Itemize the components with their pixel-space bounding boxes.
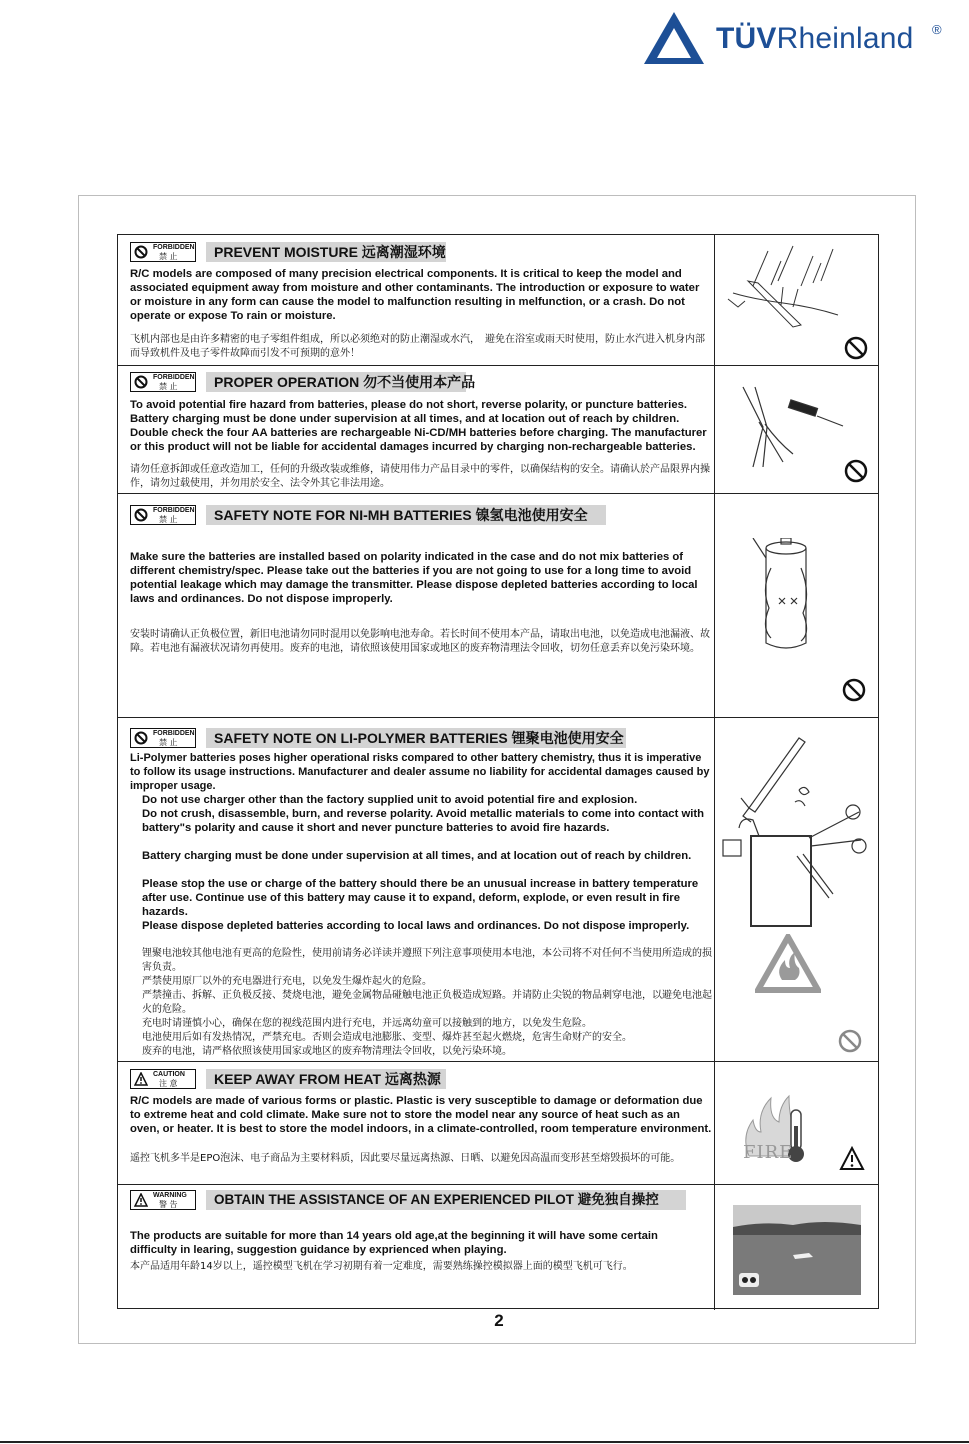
section-header [130, 371, 476, 393]
section-body-zh: 遥控飞机多半是EPO泡沫、电子商品为主要材料质，因此要尽量远离热源、日晒、以避免因高温而变形甚至熔毁损坏的可能。 [130, 1153, 681, 1164]
forbidden-badge: FORBIDDEN 禁 止 [130, 505, 196, 525]
section-text [118, 1062, 715, 1184]
list-item: Please dispose depleted batteries according to local laws and ordinances. Do not dispose improperly. [142, 920, 690, 932]
tuv-logo [640, 8, 950, 68]
list-item: Do not use charger other than the factory supplied unit to avoid potential fire and explosion. [142, 794, 638, 806]
section-text [118, 718, 715, 1061]
section-body-en: The products are suitable for more than 14 years old age,at the beginning it will have some certain difficulty in learing, suggestion guidance by exprienced when playing. [130, 1230, 658, 1256]
warning-icon [134, 1193, 148, 1207]
list-item: Battery charging must be done under supervision at all times, and at location out of reach by children. [142, 850, 692, 862]
section-illustration [715, 494, 878, 717]
section-body-en: Make sure the batteries are installed based on polarity indicated in the case and do not mix batteries of different chemistry/spec. Please take out the batteries if you are not going to use for a long time to avoid potential leakage which may damage the transmitter. Please dispose depleted batteries according to local laws and ordinances. Do not dispose improperly. [130, 551, 698, 605]
section-text [118, 1185, 715, 1310]
prohibited-icon [843, 458, 869, 484]
list-item-zh: 废弃的电池，请严格依照该使用国家或地区的废弃物清理法令回收，以免污染环境。 [142, 1046, 512, 1057]
section-title: SAFETY NOTE FOR NI-MH BATTERIES 镍氢电池使用安全 [206, 505, 606, 525]
section-illustration [715, 1185, 878, 1310]
section-title: SAFETY NOTE ON LI-POLYMER BATTERIES 锂聚电池使用安全 [206, 728, 626, 748]
section-body-zh: 请勿任意拆卸或任意改造加工，任何的升级改装或维修，请使用伟力产品目录中的零件，以确保结构的安全。请确认於产品限界内操作，请勿过载使用，并勿用於安全、法令外其它非法用途。 [130, 464, 710, 489]
section-illustration [715, 366, 878, 493]
section-body-zh: 安装时请确认正负极位置，新旧电池请勿同时混用以免影响电池寿命。若长时间不使用本产品，请取出电池，以免造成电池漏液、故障。若电池有漏液状况请勿再使用。废弃的电池，请依照该使用国家或地区的废弃物清理法令回收，切勿任意丢弃以免污染环境。 [130, 629, 710, 654]
safety-sheet [117, 234, 879, 1309]
section-illustration [715, 718, 878, 1061]
section-title: OBTAIN THE ASSISTANCE OF AN EXPERIENCED PILOT 避免独自操控 [206, 1190, 686, 1210]
list-item: Do not crush, disassemble, burn, and reverse polarity. Avoid metallic materials to come into contact with battery"s polarity and cause it short and never puncture batteries to avoid fire hazards. [142, 808, 705, 834]
section-title: PREVENT MOISTURE 远离潮湿环境 [206, 242, 446, 262]
section-intro-en: Li-Polymer batteries poses higher operational risks compared to other battery chemistry, thus it is imperative to follow its usage instructions. Manufacturer and dealer assume no liability for accidental damages caused by improper usage. [130, 752, 710, 792]
section-body-zh: 飞机内部也是由许多精密的电子零组件组成，所以必须绝对的防止潮湿或水汽， 避免在浴室或雨天时使用，防止水汽进入机身内部而导致机件及电子零件故障而引发不可预期的意外！ [130, 334, 705, 359]
fire-hazard-warning-icon [755, 934, 821, 994]
list-item-zh: 严禁撞击、拆解、正负极反接、焚烧电池，避免金属物品碰触电池正负极造成短路。并请防止尖锐的物品刺穿电池，以避免电池起火的危险。 [142, 990, 712, 1015]
section-nimh-batteries [118, 494, 878, 718]
forbidden-icon [134, 731, 148, 745]
prohibited-icon [841, 677, 867, 703]
section-body-en: R/C models are composed of many precision electrical components. It is critical to keep the model and associated equipment away from moisture and other contaminants. The introduction or exposure to water or moisture in any form can cause the model to malfunction resulting in melfunction, or a crash. Do not operate or expose To rain or moisture. [130, 268, 700, 322]
tools-illustration [723, 382, 848, 472]
list-item-zh: 锂聚电池较其他电池有更高的危险性，使用前请务必详读并遵照下列注意事项使用本电池，本公司将不对任何不当使用所造成的损害负责。 [142, 948, 712, 973]
section-prevent-moisture [118, 235, 878, 366]
section-header [130, 241, 446, 263]
section-text [118, 366, 715, 493]
list-item-zh: 严禁使用原厂以外的充电器进行充电，以免发生爆炸起火的危险。 [142, 976, 432, 987]
caution-badge: CAUTION 注 意 [130, 1069, 196, 1089]
section-text [118, 235, 715, 365]
bottom-rule [0, 1441, 969, 1443]
plane-in-rain-illustration [723, 241, 848, 331]
section-header [130, 1068, 446, 1090]
forbidden-icon [134, 375, 148, 389]
registered-mark: ® [932, 22, 942, 37]
leaking-battery-illustration [751, 538, 821, 658]
warning-badge: WARNING 警 告 [130, 1190, 196, 1210]
section-body-en: To avoid potential fire hazard from batteries, please do not short, reverse polarity, or puncture batteries. Battery charging must be done under supervision at all times, and at location out of reach by children. Double check the four AA batteries are rechargeable Ni-CD/MH batteries before charging. The manufacturer or this product will not be liable for accidental damages incurred by charging non-rechargeable batteries. [130, 399, 707, 453]
fire-label: FIRE [743, 1142, 794, 1163]
section-illustration [715, 235, 878, 365]
page-number: 2 [494, 1311, 504, 1330]
prohibited-icon [837, 1028, 863, 1054]
section-text [118, 494, 715, 717]
forbidden-icon [134, 508, 148, 522]
forbidden-icon [134, 245, 148, 259]
section-proper-operation [118, 366, 878, 494]
forbidden-badge: FORBIDDEN 禁 止 [130, 242, 196, 262]
list-item-zh: 电池使用后如有发热情况，严禁充电。否则会造成电池膨胀、变型、爆炸甚至起火燃烧，危害生命财产的安全。 [142, 1032, 632, 1043]
section-body-en: R/C models are made of various forms or plastic. Plastic is very susceptible to damage or deformation due to extreme heat and cold climate. Make sure not to store the model near any source of heat such as an oven, or heater. It is best to store the model indoors, in a climate-controlled, room temperature environment. [130, 1095, 712, 1135]
warning-triangle-icon [839, 1146, 865, 1172]
section-header [130, 727, 626, 749]
forbidden-badge: FORBIDDEN 禁 止 [130, 728, 196, 748]
section-lipo-batteries [118, 718, 878, 1062]
forbidden-badge: FORBIDDEN 禁 止 [130, 372, 196, 392]
flying-field-photo [733, 1205, 861, 1295]
section-body-zh: 本产品适用年龄14岁以上，遥控模型飞机在学习初期有着一定难度，需要熟练操控模拟器上面的模型飞机可飞行。 [130, 1261, 633, 1272]
tuv-brand-name: TÜVRheinland [716, 22, 914, 55]
prohibited-icon [843, 335, 869, 361]
section-illustration [715, 1062, 878, 1184]
lipo-battery-hazard-illustration [719, 728, 869, 928]
tuv-triangle-icon [640, 8, 708, 68]
section-title: PROPER OPERATION 勿不当使用本产品 [206, 372, 466, 392]
section-experienced-pilot [118, 1185, 878, 1310]
section-keep-away-from-heat [118, 1062, 878, 1185]
section-header [130, 504, 606, 526]
list-item-zh: 充电时请谨慎小心，确保在您的视线范围内进行充电，并远离幼童可以接触到的地方，以免发生危险。 [142, 1018, 592, 1029]
list-item: Please stop the use or charge of the battery should there be an unusual increase in battery temperature after use. Continue use of this battery may cause it to expand, deform, explode, or even result in fire hazards. [142, 878, 699, 918]
section-header [130, 1189, 686, 1211]
caution-icon [134, 1072, 148, 1086]
section-title: KEEP AWAY FROM HEAT 远离热源 [206, 1069, 446, 1089]
